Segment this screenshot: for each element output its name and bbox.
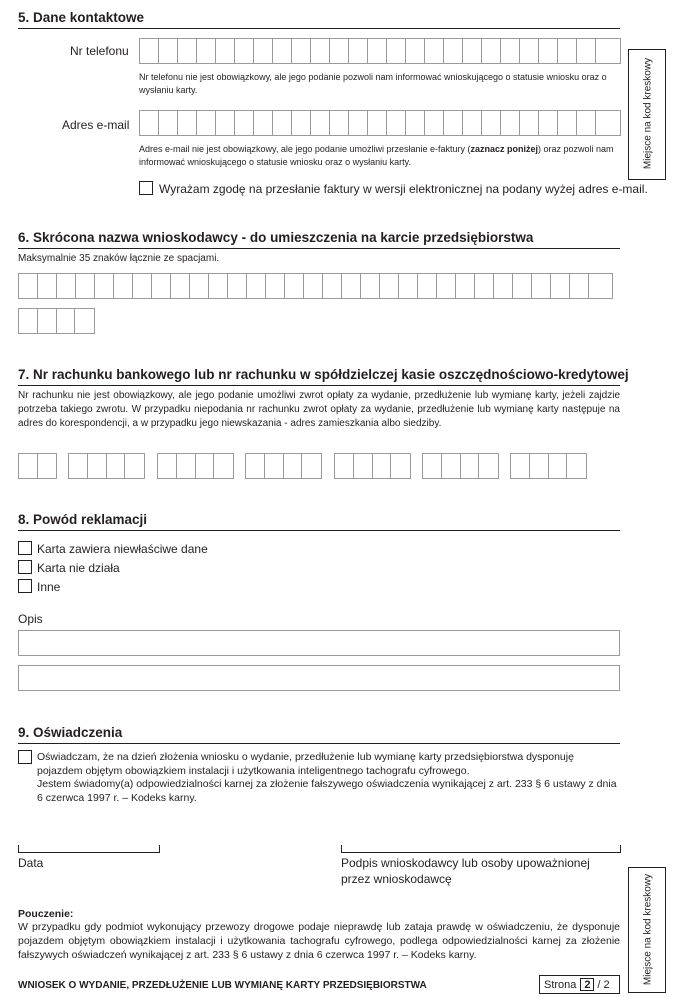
barcode-label-top: Miejsce na kod kreskowy	[642, 57, 654, 170]
char-box[interactable]	[152, 274, 171, 298]
account-digit-group[interactable]	[245, 453, 322, 479]
char-box[interactable]	[463, 39, 482, 63]
reason-other-checkbox[interactable]	[18, 579, 32, 593]
phone-input[interactable]	[139, 38, 621, 64]
account-digit-group[interactable]	[334, 453, 411, 479]
section-7-title: 7. Nr rachunku bankowego lub nr rachunku w spółdzielczej kasie oszczędnościowo-kredytowej	[18, 367, 629, 382]
char-box[interactable]	[304, 274, 323, 298]
char-box[interactable]	[482, 111, 501, 135]
char-box[interactable]	[235, 39, 254, 63]
char-box[interactable]	[425, 39, 444, 63]
signature-field[interactable]	[341, 845, 621, 853]
reason-wrong-data-checkbox[interactable]	[18, 541, 32, 555]
char-box[interactable]	[479, 454, 498, 478]
char-box[interactable]	[196, 454, 215, 478]
char-box[interactable]	[494, 274, 513, 298]
char-box[interactable]	[368, 39, 387, 63]
char-box[interactable]	[323, 274, 342, 298]
char-box[interactable]	[387, 111, 406, 135]
char-box[interactable]	[159, 39, 178, 63]
char-box[interactable]	[530, 454, 549, 478]
char-box[interactable]	[349, 111, 368, 135]
signature-label-2: przez wnioskodawcę	[341, 872, 452, 886]
char-box[interactable]	[520, 111, 539, 135]
section-5-rule	[18, 28, 620, 29]
account-digit-group[interactable]	[68, 453, 145, 479]
char-box[interactable]	[19, 274, 38, 298]
barcode-label-bottom: Miejsce na kod kreskowy	[642, 873, 654, 986]
char-box[interactable]	[209, 274, 228, 298]
char-box[interactable]	[292, 111, 311, 135]
char-box[interactable]	[577, 39, 596, 63]
char-box[interactable]	[273, 111, 292, 135]
char-box[interactable]	[273, 39, 292, 63]
char-box[interactable]	[266, 274, 285, 298]
date-field[interactable]	[18, 845, 160, 853]
email-label: Adres e-mail	[62, 118, 130, 132]
name-length-note: Maksymalnie 35 znaków łącznie ze spacjami.	[18, 253, 220, 264]
phone-note: Nr telefonu nie jest obowiązkowy, ale jego podanie pozwoli nam informować wnioskującego o statusie wniosku oraz o wysłaniu karty.	[139, 72, 607, 95]
char-box[interactable]	[475, 274, 494, 298]
section-5-title: 5. Dane kontaktowe	[18, 10, 145, 25]
char-box[interactable]	[133, 274, 152, 298]
section-8-title: 8. Powód reklamacji	[18, 512, 148, 527]
signature-label-1: Podpis wnioskodawcy lub osoby upoważnionej	[341, 856, 590, 870]
char-box[interactable]	[539, 39, 558, 63]
char-box[interactable]	[342, 274, 361, 298]
char-box[interactable]	[247, 274, 266, 298]
char-box[interactable]	[265, 454, 284, 478]
description-label: Opis	[18, 612, 43, 626]
char-box[interactable]	[406, 111, 425, 135]
char-box[interactable]	[246, 454, 265, 478]
email-note-bold: zaznacz poniżej	[470, 144, 539, 154]
char-box[interactable]	[76, 274, 95, 298]
char-box[interactable]	[444, 39, 463, 63]
char-box[interactable]	[425, 111, 444, 135]
char-box[interactable]	[330, 111, 349, 135]
char-box[interactable]	[577, 111, 596, 135]
char-box[interactable]	[406, 39, 425, 63]
description-input-line-2[interactable]	[18, 665, 620, 691]
char-box[interactable]	[38, 274, 57, 298]
reason-other-label: Inne	[37, 580, 61, 594]
declaration-text: Oświadczam, że na dzień złożenia wniosku o wydanie, przedłużenie lub wymianę karty przedsiębiorstwa dysponuję pojazdem objętym obowiązkiem instalacji i użytkowania inteligentnego tachografu cyfrowego.	[37, 751, 574, 777]
account-digit-group[interactable]	[422, 453, 499, 479]
section-9-rule	[18, 743, 620, 744]
reason-not-working-checkbox[interactable]	[18, 560, 32, 574]
section-6-rule	[18, 248, 620, 249]
page-label: Strona	[544, 978, 577, 991]
page-current: 2	[580, 978, 594, 991]
char-box[interactable]	[335, 454, 354, 478]
char-box[interactable]	[254, 39, 273, 63]
char-box[interactable]	[114, 274, 133, 298]
char-box[interactable]	[57, 274, 76, 298]
char-box[interactable]	[311, 39, 330, 63]
char-box[interactable]	[532, 274, 551, 298]
char-box[interactable]	[95, 274, 114, 298]
char-box[interactable]	[197, 39, 216, 63]
char-box[interactable]	[444, 111, 463, 135]
char-box[interactable]	[178, 39, 197, 63]
char-box[interactable]	[373, 454, 392, 478]
char-box[interactable]	[387, 39, 406, 63]
char-box[interactable]	[140, 39, 159, 63]
char-box[interactable]	[214, 454, 233, 478]
char-box[interactable]	[216, 111, 235, 135]
char-box[interactable]	[19, 309, 38, 333]
description-input-line-1[interactable]	[18, 630, 620, 656]
char-box[interactable]	[558, 39, 577, 63]
account-note: Nr rachunku nie jest obowiązkowy, ale jego podanie umożliwi zwrot opłaty za wydanie, przedłużenie lub wymianę karty, jeżeli zajdzie potrzeba takiego zwrotu. W przypadku niepodania nr rachunku zwrot opłaty za wydanie, przedłużenie lub wymianę karty następuje na adres do korespondencji, a w przypadku jego niewskazania - adres zamieszkania albo siedziby.	[18, 390, 620, 429]
char-box[interactable]	[159, 111, 178, 135]
char-box[interactable]	[380, 274, 399, 298]
short-name-input-row-2[interactable]	[18, 308, 95, 334]
char-box[interactable]	[235, 111, 254, 135]
page-indicator	[539, 975, 620, 994]
char-box[interactable]	[501, 39, 520, 63]
char-box[interactable]	[391, 454, 410, 478]
section-6-title: 6. Skrócona nazwa wnioskodawcy - do umieszczenia na karcie przedsiębiorstwa	[18, 230, 534, 245]
email-note-part2: ) oraz pozwoli nam informować wnioskującego o statusie wniosku oraz o wysłaniu karty.	[139, 144, 614, 167]
char-box[interactable]	[125, 454, 144, 478]
phone-label: Nr telefonu	[70, 44, 129, 58]
char-box[interactable]	[461, 454, 480, 478]
char-box[interactable]	[423, 454, 442, 478]
char-box[interactable]	[442, 454, 461, 478]
char-box[interactable]	[551, 274, 570, 298]
char-box[interactable]	[285, 274, 304, 298]
account-digit-group[interactable]	[18, 453, 57, 479]
e-invoice-consent-label: Wyrażam zgodę na przesłanie faktury w wersji elektronicznej na podany wyżej adres e-mail.	[159, 182, 648, 196]
section-7-rule	[18, 385, 620, 386]
char-box[interactable]	[311, 111, 330, 135]
char-box[interactable]	[284, 454, 303, 478]
char-box[interactable]	[107, 454, 126, 478]
account-digit-group[interactable]	[157, 453, 234, 479]
char-box[interactable]	[549, 454, 568, 478]
page-total: / 2	[597, 978, 610, 991]
char-box[interactable]	[216, 39, 235, 63]
char-box[interactable]	[349, 39, 368, 63]
char-box[interactable]	[399, 274, 418, 298]
email-note-part1: Adres e-mail nie jest obowiązkowy, ale jego podanie umożliwi przesłanie e-faktury (	[139, 144, 471, 154]
declaration-text-2: Jestem świadomy(a) odpowiedzialności karnej za złożenie fałszywego oświadczenia wynikającej z art. 233 § 6 ustawy z dnia 6 czerwca 1997 r. – Kodeks karny.	[37, 778, 617, 804]
short-name-input-row-1[interactable]	[18, 273, 613, 299]
char-box[interactable]	[567, 454, 586, 478]
reason-not-working-label: Karta nie działa	[37, 561, 120, 575]
notice-text: W przypadku gdy podmiot wykonujący przewozy drogowe podaje nieprawdę lub zataja prawdę w oświadczeniu, że dysponuje pojazdem objętym obowiązkiem instalacji i użytkowania tachografu cyfrowego, podlega odpowiedzialności karnej za złożenie fałszywych oświadczeń wynikającej z art. 233 § 6 ustawy z dnia 6 czerwca 1997 r. – Kodeks karny.	[18, 921, 620, 961]
notice-title: Pouczenie:	[18, 908, 74, 920]
declaration-checkbox[interactable]	[18, 750, 32, 764]
char-box[interactable]	[190, 274, 209, 298]
footer-form-title: WNIOSEK O WYDANIE, PRZEDŁUŻENIE LUB WYMIANĘ KARTY PRZEDSIĘBIORSTWA	[18, 980, 427, 991]
char-box[interactable]	[354, 454, 373, 478]
char-box[interactable]	[596, 39, 615, 63]
char-box[interactable]	[539, 111, 558, 135]
char-box[interactable]	[558, 111, 577, 135]
char-box[interactable]	[19, 454, 38, 478]
char-box[interactable]	[368, 111, 387, 135]
char-box[interactable]	[178, 111, 197, 135]
char-box[interactable]	[513, 274, 532, 298]
char-box[interactable]	[197, 111, 216, 135]
date-label: Data	[18, 856, 44, 870]
char-box[interactable]	[511, 454, 530, 478]
email-note	[139, 143, 619, 169]
char-box[interactable]	[171, 274, 190, 298]
section-8-rule	[18, 530, 620, 531]
char-box[interactable]	[57, 309, 76, 333]
char-box[interactable]	[589, 274, 608, 298]
char-box[interactable]	[254, 111, 273, 135]
reason-wrong-data-label: Karta zawiera niewłaściwe dane	[37, 542, 208, 556]
char-box[interactable]	[228, 274, 247, 298]
char-box[interactable]	[69, 454, 88, 478]
email-input[interactable]	[139, 110, 621, 136]
account-digit-group[interactable]	[510, 453, 587, 479]
char-box[interactable]	[75, 309, 94, 333]
barcode-placeholder-top	[628, 49, 666, 180]
char-box[interactable]	[501, 111, 520, 135]
char-box[interactable]	[463, 111, 482, 135]
char-box[interactable]	[292, 39, 311, 63]
char-box[interactable]	[140, 111, 159, 135]
char-box[interactable]	[302, 454, 321, 478]
char-box[interactable]	[38, 309, 57, 333]
char-box[interactable]	[456, 274, 475, 298]
char-box[interactable]	[418, 274, 437, 298]
char-box[interactable]	[437, 274, 456, 298]
char-box[interactable]	[330, 39, 349, 63]
char-box[interactable]	[38, 454, 56, 478]
char-box[interactable]	[361, 274, 380, 298]
char-box[interactable]	[520, 39, 539, 63]
barcode-placeholder-bottom	[628, 867, 666, 993]
char-box[interactable]	[88, 454, 107, 478]
char-box[interactable]	[482, 39, 501, 63]
e-invoice-consent-checkbox[interactable]	[139, 181, 153, 195]
section-9-title: 9. Oświadczenia	[18, 725, 123, 740]
char-box[interactable]	[596, 111, 615, 135]
char-box[interactable]	[158, 454, 177, 478]
char-box[interactable]	[570, 274, 589, 298]
char-box[interactable]	[177, 454, 196, 478]
